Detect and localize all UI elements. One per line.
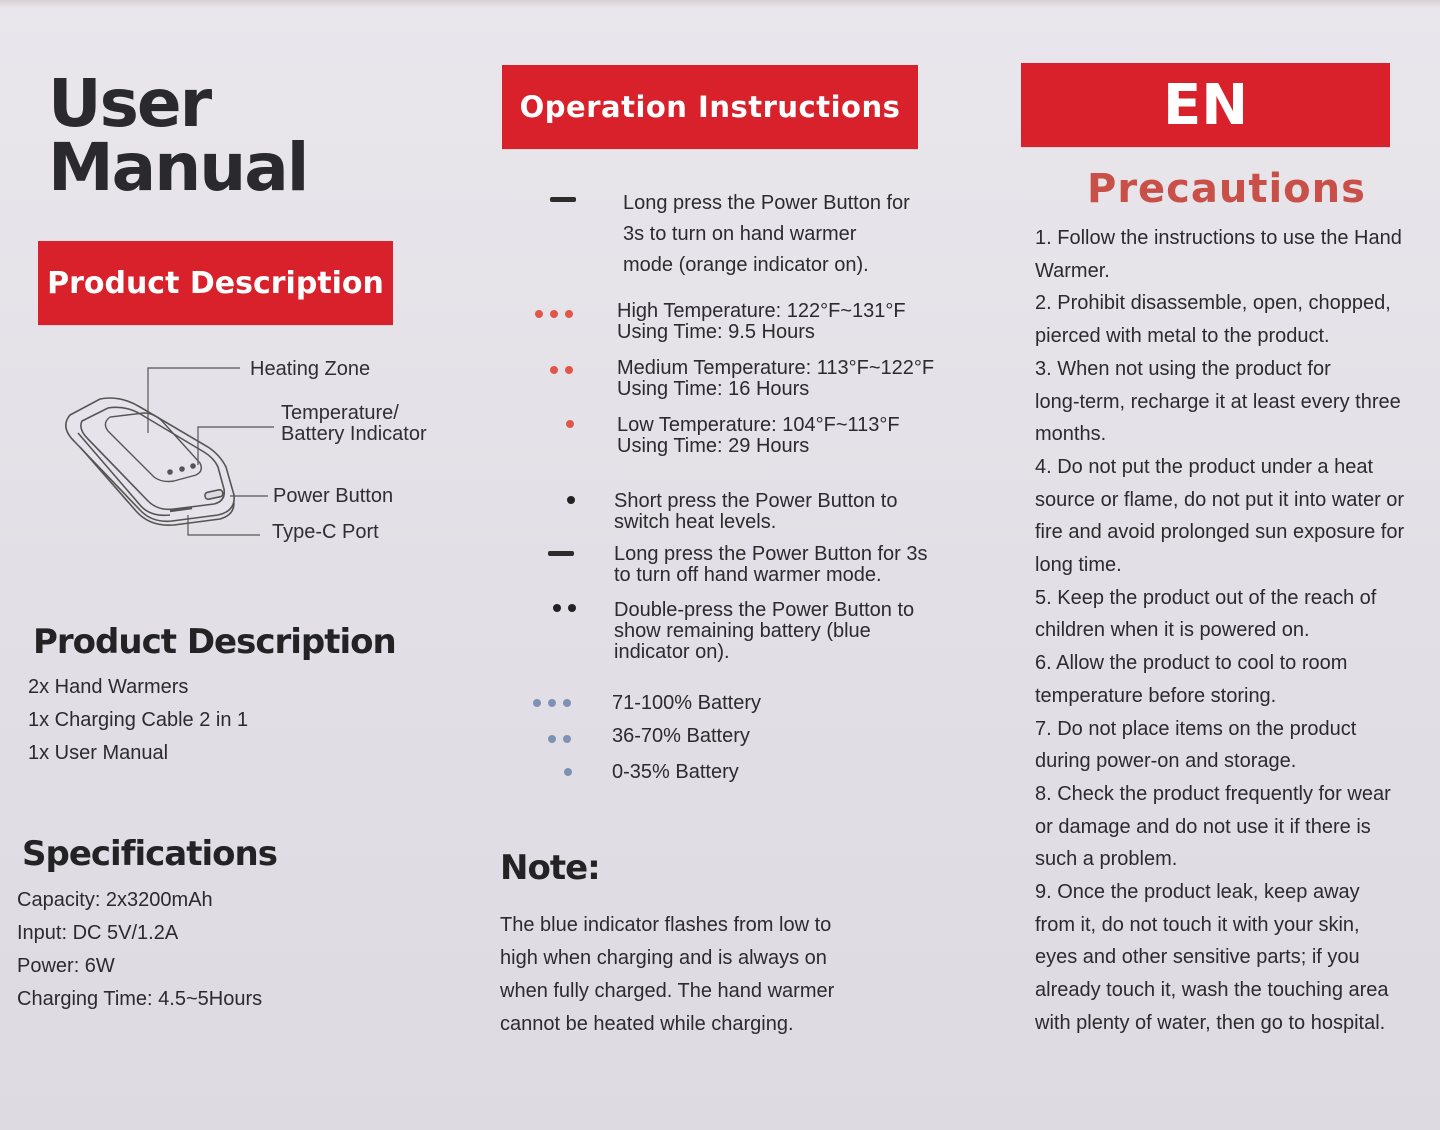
language-banner <box>1021 63 1390 147</box>
medium-temp-line: Using Time: 16 Hours <box>617 378 810 400</box>
label-heating-zone: Heating Zone <box>250 358 371 380</box>
long-press-off-line: to turn off hand warmer mode. <box>614 564 882 586</box>
product-description-banner-label: Product Description <box>47 265 384 301</box>
note-line: high when charging and is always on <box>500 947 827 969</box>
precaution-line: 2. Prohibit disassemble, open, chopped, <box>1035 292 1391 315</box>
precaution-line: children when it is powered on. <box>1035 619 1310 642</box>
language-label: EN <box>1162 72 1249 138</box>
precaution-line: with plenty of water, then go to hospital. <box>1035 1011 1386 1034</box>
spec-power: Power: 6W <box>17 955 115 977</box>
double-press-line: indicator on). <box>614 641 730 663</box>
label-indicator-line2: Battery Indicator <box>281 423 427 445</box>
short-press-dot-icon <box>567 496 575 504</box>
hand-warmer-illustration <box>66 398 234 525</box>
short-press-line: switch heat levels. <box>614 511 777 533</box>
short-press-line: Short press the Power Button to <box>614 490 898 512</box>
product-description-heading: Product Description <box>33 622 396 662</box>
hand-warmer-diagram <box>50 355 450 555</box>
precaution-line: Warmer. <box>1035 259 1110 282</box>
short-press-text <box>614 491 898 533</box>
battery-mid-indicator-icon <box>548 735 571 743</box>
label-type-c-port: Type-C Port <box>272 521 379 543</box>
high-temp-line: Using Time: 9.5 Hours <box>617 321 815 343</box>
precaution-line: long time. <box>1035 554 1122 577</box>
precaution-line: fire and avoid prolonged sun exposure for <box>1035 521 1405 544</box>
high-temp-line: High Temperature: 122°F~131°F <box>617 300 906 322</box>
precaution-line: 5. Keep the product out of the reach of <box>1035 586 1377 609</box>
precaution-line: long-term, recharge it at least every three <box>1035 390 1401 413</box>
precaution-line: or damage and do not use it if there is <box>1035 815 1371 838</box>
precaution-line: eyes and other sensitive parts; if you <box>1035 946 1360 969</box>
precaution-line: 6. Allow the product to cool to room <box>1035 652 1348 675</box>
specifications-list <box>17 884 262 1016</box>
manual-title <box>48 65 308 206</box>
note-heading <box>500 848 600 888</box>
double-press-text <box>614 600 914 663</box>
precaution-line: from it, do not touch it with your skin, <box>1035 913 1360 936</box>
precaution-line: source or flame, do not put it into water or <box>1035 488 1405 511</box>
battery-mid-text: 36-70% Battery <box>612 725 750 747</box>
precaution-line: during power-on and storage. <box>1035 750 1297 773</box>
precautions-heading: Precautions <box>1087 166 1366 212</box>
product-item: 2x Hand Warmers <box>28 676 189 698</box>
note-line: cannot be heated while charging. <box>500 1013 794 1035</box>
long-press-on-line: 3s to turn on hand warmer <box>623 223 857 245</box>
precaution-line: pierced with metal to the product. <box>1035 325 1330 348</box>
specifications-heading: Specifications <box>22 834 277 874</box>
product-description-banner <box>38 241 393 325</box>
note-line: The blue indicator flashes from low to <box>500 914 832 936</box>
precaution-line: temperature before storing. <box>1035 684 1277 707</box>
product-item: 1x Charging Cable 2 in 1 <box>28 709 249 731</box>
long-press-on-line: Long press the Power Button for <box>623 192 910 214</box>
label-indicator <box>281 403 427 445</box>
precaution-line: 4. Do not put the product under a heat <box>1035 455 1374 478</box>
double-press-line: Double-press the Power Button to <box>614 599 915 621</box>
high-temp-indicator-icon <box>535 310 573 318</box>
battery-high-text: 71-100% Battery <box>612 692 761 714</box>
low-temp-line: Using Time: 29 Hours <box>617 435 810 457</box>
precautions-list <box>1035 222 1435 1040</box>
precaution-line: 3. When not using the product for <box>1035 357 1331 380</box>
battery-low-text: 0-35% Battery <box>612 761 739 783</box>
medium-temp-text <box>617 358 934 400</box>
battery-high-indicator-icon <box>533 699 571 707</box>
double-press-line: show remaining battery (blue <box>614 620 871 642</box>
low-temp-indicator-icon <box>566 420 574 428</box>
spec-input: Input: DC 5V/1.2A <box>17 922 179 944</box>
product-items-list <box>28 671 248 770</box>
low-temp-line: Low Temperature: 104°F~113°F <box>617 414 900 436</box>
top-fold <box>0 0 1440 8</box>
low-temp-text <box>617 415 900 457</box>
precaution-line: months. <box>1035 423 1107 446</box>
precaution-line: already touch it, wash the touching area <box>1035 979 1389 1002</box>
note-heading-colon: : <box>587 848 600 888</box>
label-indicator-line1: Temperature/ <box>281 402 399 424</box>
product-item: 1x User Manual <box>28 742 169 764</box>
note-line: when fully charged. The hand warmer <box>500 980 835 1002</box>
long-press-on-line: mode (orange indicator on). <box>623 254 869 276</box>
medium-temp-indicator-icon <box>550 366 573 374</box>
operation-instructions-banner <box>502 65 918 149</box>
precaution-line: 9. Once the product leak, keep away <box>1035 881 1360 904</box>
precaution-line: such a problem. <box>1035 848 1178 871</box>
note-heading-label: Note <box>500 848 588 888</box>
medium-temp-line: Medium Temperature: 113°F~122°F <box>617 357 935 379</box>
double-press-dots-icon <box>553 604 576 612</box>
precaution-line: 8. Check the product frequently for wear <box>1035 782 1391 805</box>
long-press-off-dash-icon <box>548 551 574 556</box>
note-text <box>500 909 834 1041</box>
battery-low-indicator-icon <box>564 768 572 776</box>
spec-charging-time: Charging Time: 4.5~5Hours <box>17 988 263 1010</box>
high-temp-text <box>617 301 906 343</box>
precaution-line: 1. Follow the instructions to use the Hand <box>1035 227 1402 249</box>
long-press-off-text <box>614 544 928 586</box>
operation-instructions-banner-label: Operation Instructions <box>519 90 901 124</box>
long-press-on-text <box>623 188 910 281</box>
long-press-dash-icon <box>550 197 576 202</box>
title-line-user: User <box>48 65 211 142</box>
long-press-off-line: Long press the Power Button for 3s <box>614 543 928 565</box>
title-line-manual: Manual <box>48 129 308 206</box>
label-power-button: Power Button <box>273 485 394 507</box>
spec-capacity: Capacity: 2x3200mAh <box>17 889 213 911</box>
precaution-line: 7. Do not place items on the product <box>1035 717 1357 740</box>
